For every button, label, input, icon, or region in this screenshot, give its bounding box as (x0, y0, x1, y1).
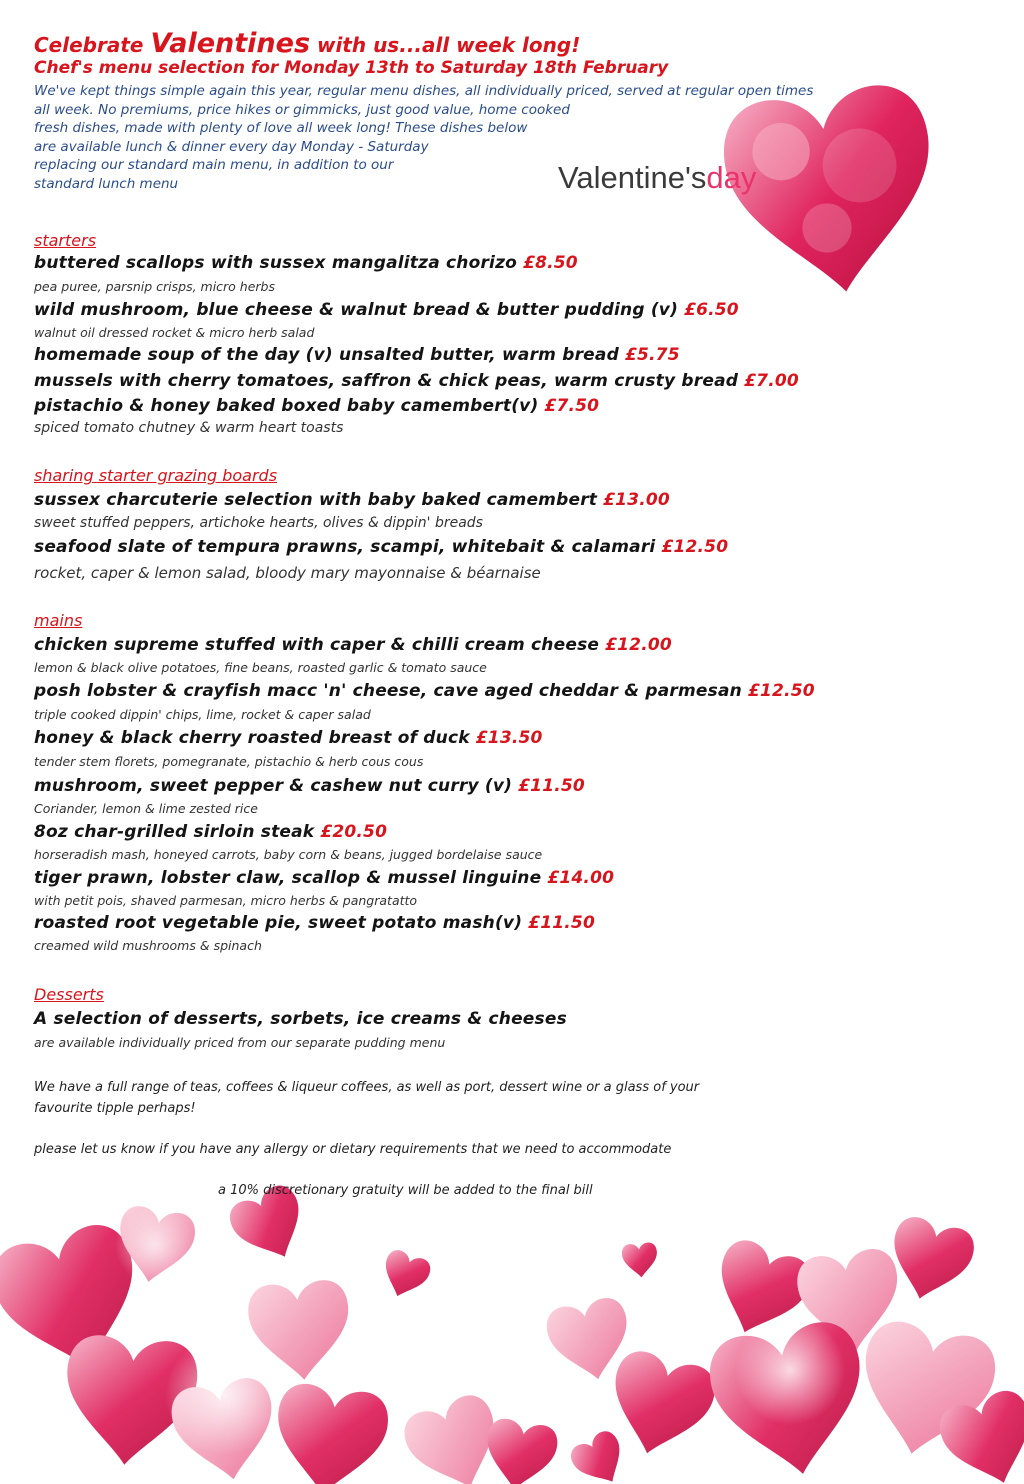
menu-item: seafood slate of tempura prawns, scampi, whitebait & calamari £12.50 (34, 537, 729, 557)
desserts-desc: are available individually priced from our separate pudding menu (34, 1035, 446, 1050)
menu-item-desc: pea puree, parsnip crisps, micro herbs (34, 279, 276, 294)
menu-item: 8oz char-grilled sirloin steak £20.50 (34, 822, 388, 842)
section-title-desserts: Desserts (34, 985, 104, 1004)
logo-text-main: Valentine's (558, 160, 707, 195)
drinks-note: We have a full range of teas, coffees & liqueur coffees, as well as port, dessert wine or a glass of your (34, 1080, 700, 1095)
menu-item-desc: lemon & black olive potatoes, fine beans, roasted garlic & tomato sauce (34, 660, 487, 675)
menu-item-desc: creamed wild mushrooms & spinach (34, 938, 262, 953)
menu-item-desc: horseradish mash, honeyed carrots, baby corn & beans, jugged bordelaise sauce (34, 847, 543, 862)
menu-item-desc: tender stem florets, pomegranate, pistachio & herb cous cous (34, 754, 424, 769)
page-title: Celebrate Valentines with us...all week long! (34, 28, 581, 59)
gratuity-note: a 10% discretionary gratuity will be added to the final bill (218, 1183, 593, 1198)
menu-item: buttered scallops with sussex mangalitza chorizo £8.50 (34, 253, 578, 273)
drinks-note-2: favourite tipple perhaps! (34, 1101, 196, 1116)
section-title-starters: starters (34, 231, 97, 250)
menu-item: honey & black cherry roasted breast of duck £13.50 (34, 728, 543, 748)
desserts-line: A selection of desserts, sorbets, ice creams & cheeses (34, 1009, 567, 1029)
menu-item: homemade soup of the day (v) unsalted butter, warm bread £5.75 (34, 345, 680, 365)
menu-item: wild mushroom, blue cheese & walnut bread & butter pudding (v) £6.50 (34, 300, 739, 320)
section-title-mains: mains (34, 611, 83, 630)
logo-text-day: day (706, 160, 757, 195)
menu-item: mushroom, sweet pepper & cashew nut curry (v) £11.50 (34, 776, 585, 796)
intro-text: We've kept things simple again this year, regular menu dishes, all individually priced, served at regular open times all week. No premiums, price hikes or gimmicks, just good value, home cooked fresh dishes, made with plenty of love all week long! These dishes below are available lunch & dinner every day Monday - Saturday replacing our standard main menu, in addition to our standard lunch menu (34, 83, 814, 192)
menu-item: sussex charcuterie selection with baby baked camembert £13.00 (34, 490, 670, 510)
menu-item-desc: spiced tomato chutney & warm heart toasts (34, 420, 344, 436)
menu-item-desc: with petit pois, shaved parmesan, micro herbs & pangratatto (34, 893, 418, 908)
menu-item-desc: walnut oil dressed rocket & micro herb salad (34, 325, 315, 340)
menu-item-desc: Coriander, lemon & lime zested rice (34, 801, 258, 816)
menu-item-desc: rocket, caper & lemon salad, bloody mary mayonnaise & béarnaise (34, 564, 541, 582)
section-title-sharing: sharing starter grazing boards (34, 466, 278, 485)
menu-item: pistachio & honey baked boxed baby camembert(v) £7.50 (34, 396, 600, 416)
menu-item: roasted root vegetable pie, sweet potato mash(v) £11.50 (34, 913, 595, 933)
page-subtitle: Chef's menu selection for Monday 13th to Saturday 18th February (34, 58, 669, 78)
menu-item: chicken supreme stuffed with caper & chilli cream cheese £12.00 (34, 635, 672, 655)
menu-item-desc: triple cooked dippin' chips, lime, rocket & caper salad (34, 707, 371, 722)
menu-item-desc: sweet stuffed peppers, artichoke hearts, olives & dippin' breads (34, 515, 483, 531)
menu-item: tiger prawn, lobster claw, scallop & mussel linguine £14.00 (34, 868, 615, 888)
menu-item: mussels with cherry tomatoes, saffron & chick peas, warm crusty bread £7.00 (34, 371, 799, 391)
allergy-note: please let us know if you have any allergy or dietary requirements that we need to accommodate (34, 1142, 672, 1157)
menu-item: posh lobster & crayfish macc 'n' cheese, cave aged cheddar & parmesan £12.50 (34, 681, 815, 701)
